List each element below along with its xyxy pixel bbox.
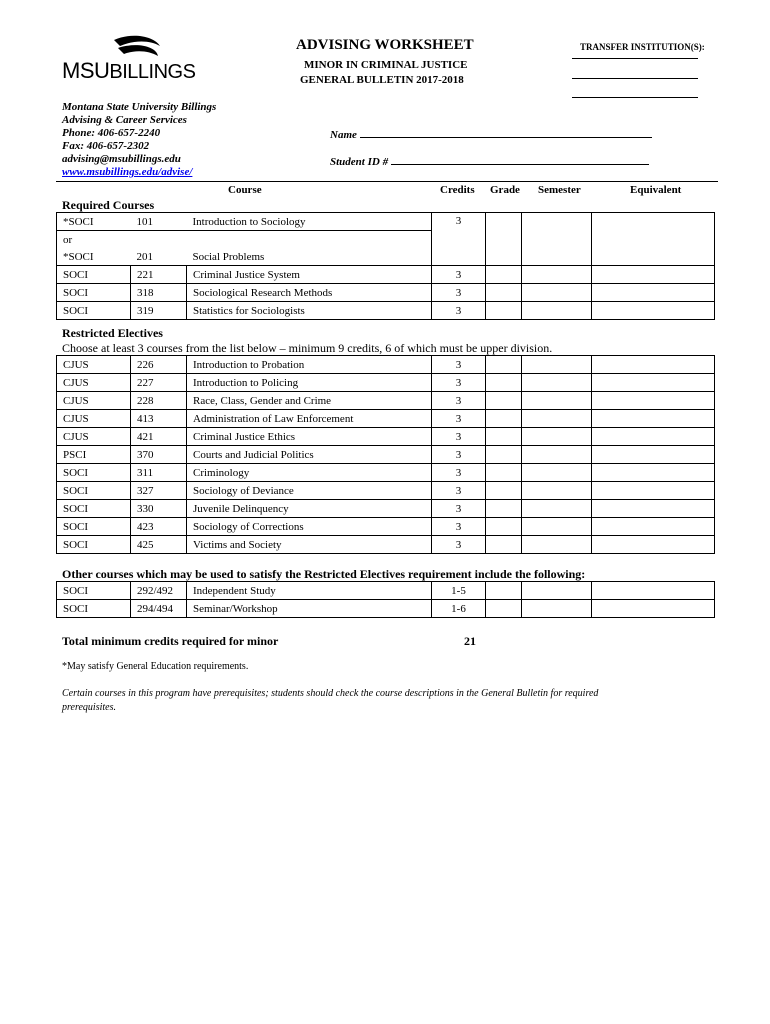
- course-dept: CJUS: [57, 428, 131, 446]
- semester-cell[interactable]: [522, 374, 592, 392]
- grade-cell[interactable]: [486, 392, 522, 410]
- course-title: [187, 231, 432, 249]
- course-number: 330: [131, 500, 187, 518]
- equivalent-cell[interactable]: [592, 536, 715, 554]
- gen-ed-note: *May satisfy General Education requirements.: [62, 661, 249, 672]
- equivalent-cell[interactable]: [592, 213, 715, 266]
- course-credits: 3: [432, 302, 486, 320]
- equivalent-cell[interactable]: [592, 600, 715, 618]
- grade-cell[interactable]: [486, 464, 522, 482]
- course-dept: SOCI: [57, 302, 131, 320]
- table-row: [57, 284, 715, 302]
- equivalent-cell[interactable]: [592, 482, 715, 500]
- course-credits: 3: [432, 428, 486, 446]
- semester-cell[interactable]: [522, 284, 592, 302]
- course-dept: *SOCI: [57, 213, 131, 231]
- equivalent-cell[interactable]: [592, 266, 715, 284]
- course-title: Seminar/Workshop: [187, 600, 432, 618]
- table-row: [57, 536, 715, 554]
- table-row: [57, 518, 715, 536]
- prerequisite-note-line1: Certain courses in this program have prerequisites; students should check the course descriptions in the General Bulletin for required: [62, 688, 599, 699]
- required-courses-title: Required Courses: [62, 198, 155, 212]
- name-label: Name: [330, 129, 357, 141]
- semester-cell[interactable]: [522, 356, 592, 374]
- table-row: [57, 266, 715, 284]
- student-id-label: Student ID #: [330, 156, 389, 168]
- course-dept: CJUS: [57, 410, 131, 428]
- transfer-institution-line-1[interactable]: [572, 58, 698, 59]
- course-credits: 3: [432, 446, 486, 464]
- course-title: Introduction to Sociology: [187, 213, 432, 231]
- contact-phone: Phone: 406-657-2240: [62, 127, 161, 139]
- course-title: Victims and Society: [187, 536, 432, 554]
- course-title: Statistics for Sociologists: [187, 302, 432, 320]
- semester-cell[interactable]: [522, 392, 592, 410]
- course-title: Courts and Judicial Politics: [187, 446, 432, 464]
- course-title: Criminal Justice Ethics: [187, 428, 432, 446]
- grade-cell[interactable]: [486, 536, 522, 554]
- course-number: 421: [131, 428, 187, 446]
- total-credits-label: Total minimum credits required for minor: [62, 634, 279, 648]
- transfer-institution-label: TRANSFER INSTITUTION(S):: [580, 42, 705, 52]
- equivalent-cell[interactable]: [592, 374, 715, 392]
- restricted-electives-instructions: Choose at least 3 courses from the list below – minimum 9 credits, 6 of which must be upper division.: [62, 341, 553, 355]
- course-number: 221: [131, 266, 187, 284]
- course-dept: SOCI: [57, 266, 131, 284]
- contact-email: advising@msubillings.edu: [62, 153, 181, 165]
- other-courses-table: [56, 581, 715, 618]
- other-courses-title: Other courses which may be used to satisfy the Restricted Electives requirement include the following:: [62, 567, 586, 581]
- course-credits: 3: [432, 464, 486, 482]
- semester-cell[interactable]: [522, 536, 592, 554]
- course-number: 423: [131, 518, 187, 536]
- course-credits: 3: [432, 410, 486, 428]
- course-title: Sociological Research Methods: [187, 284, 432, 302]
- grade-cell[interactable]: [486, 284, 522, 302]
- course-number: 294/494: [131, 600, 187, 618]
- course-number: 311: [131, 464, 187, 482]
- equivalent-cell[interactable]: [592, 302, 715, 320]
- contact-office: Advising & Career Services: [62, 114, 187, 126]
- semester-cell[interactable]: [522, 518, 592, 536]
- table-row: [57, 500, 715, 518]
- semester-cell[interactable]: [522, 302, 592, 320]
- grade-cell[interactable]: [486, 518, 522, 536]
- course-credits: 3: [432, 518, 486, 536]
- course-title: Criminology: [187, 464, 432, 482]
- or-label: or: [57, 231, 131, 249]
- header-rule: [56, 181, 718, 182]
- course-dept: CJUS: [57, 374, 131, 392]
- course-dept: SOCI: [57, 536, 131, 554]
- course-title: Independent Study: [187, 582, 432, 600]
- course-title: Race, Class, Gender and Crime: [187, 392, 432, 410]
- semester-cell[interactable]: [522, 446, 592, 464]
- equivalent-cell[interactable]: [592, 464, 715, 482]
- course-credits: 3: [432, 482, 486, 500]
- grade-cell[interactable]: [486, 374, 522, 392]
- grade-cell[interactable]: [486, 356, 522, 374]
- course-dept: SOCI: [57, 500, 131, 518]
- table-row: [57, 410, 715, 428]
- course-number: 318: [131, 284, 187, 302]
- semester-cell[interactable]: [522, 500, 592, 518]
- course-number: 226: [131, 356, 187, 374]
- course-credits: 3: [432, 500, 486, 518]
- table-row: [57, 374, 715, 392]
- semester-cell[interactable]: [522, 266, 592, 284]
- equivalent-cell[interactable]: [592, 518, 715, 536]
- course-title: Criminal Justice System: [187, 266, 432, 284]
- required-courses-table: [56, 212, 715, 320]
- column-equivalent: Equivalent: [630, 184, 682, 196]
- restricted-electives-table: [56, 355, 715, 554]
- course-title: Introduction to Probation: [187, 356, 432, 374]
- course-number: 319: [131, 302, 187, 320]
- course-credits: 1-6: [432, 600, 486, 618]
- grade-cell[interactable]: [486, 428, 522, 446]
- equivalent-cell[interactable]: [592, 356, 715, 374]
- equivalent-cell[interactable]: [592, 446, 715, 464]
- course-credits: 1-5: [432, 582, 486, 600]
- course-credits: 3: [432, 356, 486, 374]
- grade-cell[interactable]: [486, 500, 522, 518]
- table-row: [57, 356, 715, 374]
- table-row: [57, 464, 715, 482]
- grade-cell[interactable]: [486, 302, 522, 320]
- course-credits: 3: [432, 536, 486, 554]
- course-number: 370: [131, 446, 187, 464]
- contact-fax: Fax: 406-657-2302: [62, 140, 150, 152]
- table-row: [57, 213, 715, 231]
- table-row: [57, 428, 715, 446]
- logo-wordmark: MSUBILLINGS: [62, 58, 196, 83]
- semester-cell[interactable]: [522, 600, 592, 618]
- grade-cell[interactable]: [486, 582, 522, 600]
- column-credits: Credits: [440, 184, 475, 196]
- column-course: Course: [228, 184, 262, 196]
- column-semester: Semester: [538, 184, 581, 196]
- table-row: [57, 392, 715, 410]
- transfer-institution-line-3[interactable]: [572, 97, 698, 98]
- grade-cell[interactable]: [486, 213, 522, 266]
- name-field: [330, 128, 652, 141]
- student-id-input-line[interactable]: [391, 155, 649, 165]
- course-dept: SOCI: [57, 600, 131, 618]
- advise-website-link[interactable]: www.msubillings.edu/advise/: [62, 166, 193, 178]
- semester-cell[interactable]: [522, 213, 592, 266]
- course-dept: SOCI: [57, 582, 131, 600]
- course-dept: SOCI: [57, 284, 131, 302]
- course-number: 228: [131, 392, 187, 410]
- restricted-electives-title: Restricted Electives: [62, 326, 163, 340]
- contact-university: Montana State University Billings: [62, 101, 217, 113]
- course-credits: 3: [432, 266, 486, 284]
- course-credits: 3: [432, 374, 486, 392]
- worksheet-subtitle-bulletin: GENERAL BULLETIN 2017-2018: [300, 74, 464, 86]
- table-row: [57, 482, 715, 500]
- prerequisite-note-line2: prerequisites.: [62, 702, 116, 713]
- table-row: [57, 446, 715, 464]
- course-number: 201: [131, 248, 187, 266]
- course-credits: 3: [432, 213, 486, 266]
- semester-cell[interactable]: [522, 428, 592, 446]
- table-row: [57, 302, 715, 320]
- course-number: 327: [131, 482, 187, 500]
- course-credits: 3: [432, 284, 486, 302]
- course-dept: CJUS: [57, 356, 131, 374]
- transfer-institution-line-2[interactable]: [572, 78, 698, 79]
- course-credits: 3: [432, 392, 486, 410]
- student-id-field: [330, 155, 649, 168]
- grade-cell[interactable]: [486, 600, 522, 618]
- equivalent-cell[interactable]: [592, 582, 715, 600]
- course-title: Sociology of Corrections: [187, 518, 432, 536]
- course-dept: *SOCI: [57, 248, 131, 266]
- total-credits-value: 21: [464, 634, 476, 648]
- equivalent-cell[interactable]: [592, 392, 715, 410]
- course-number: 413: [131, 410, 187, 428]
- grade-cell[interactable]: [486, 410, 522, 428]
- course-title: Introduction to Policing: [187, 374, 432, 392]
- worksheet-subtitle-minor: MINOR IN CRIMINAL JUSTICE: [304, 59, 468, 71]
- course-number: 292/492: [131, 582, 187, 600]
- course-title: Administration of Law Enforcement: [187, 410, 432, 428]
- semester-cell[interactable]: [522, 482, 592, 500]
- equivalent-cell[interactable]: [592, 500, 715, 518]
- course-dept: CJUS: [57, 392, 131, 410]
- course-number: [131, 231, 187, 249]
- table-row: [57, 582, 715, 600]
- equivalent-cell[interactable]: [592, 284, 715, 302]
- semester-cell[interactable]: [522, 582, 592, 600]
- equivalent-cell[interactable]: [592, 410, 715, 428]
- semester-cell[interactable]: [522, 464, 592, 482]
- semester-cell[interactable]: [522, 410, 592, 428]
- course-title: Sociology of Deviance: [187, 482, 432, 500]
- course-number: 101: [131, 213, 187, 231]
- grade-cell[interactable]: [486, 482, 522, 500]
- course-title: Social Problems: [187, 248, 432, 266]
- course-number: 227: [131, 374, 187, 392]
- equivalent-cell[interactable]: [592, 428, 715, 446]
- course-dept: SOCI: [57, 464, 131, 482]
- grade-cell[interactable]: [486, 266, 522, 284]
- column-grade: Grade: [490, 184, 520, 196]
- course-dept: SOCI: [57, 482, 131, 500]
- grade-cell[interactable]: [486, 446, 522, 464]
- table-row: [57, 600, 715, 618]
- worksheet-title: ADVISING WORKSHEET: [296, 37, 474, 53]
- course-dept: PSCI: [57, 446, 131, 464]
- course-dept: SOCI: [57, 518, 131, 536]
- course-title: Juvenile Delinquency: [187, 500, 432, 518]
- name-input-line[interactable]: [360, 128, 652, 138]
- course-number: 425: [131, 536, 187, 554]
